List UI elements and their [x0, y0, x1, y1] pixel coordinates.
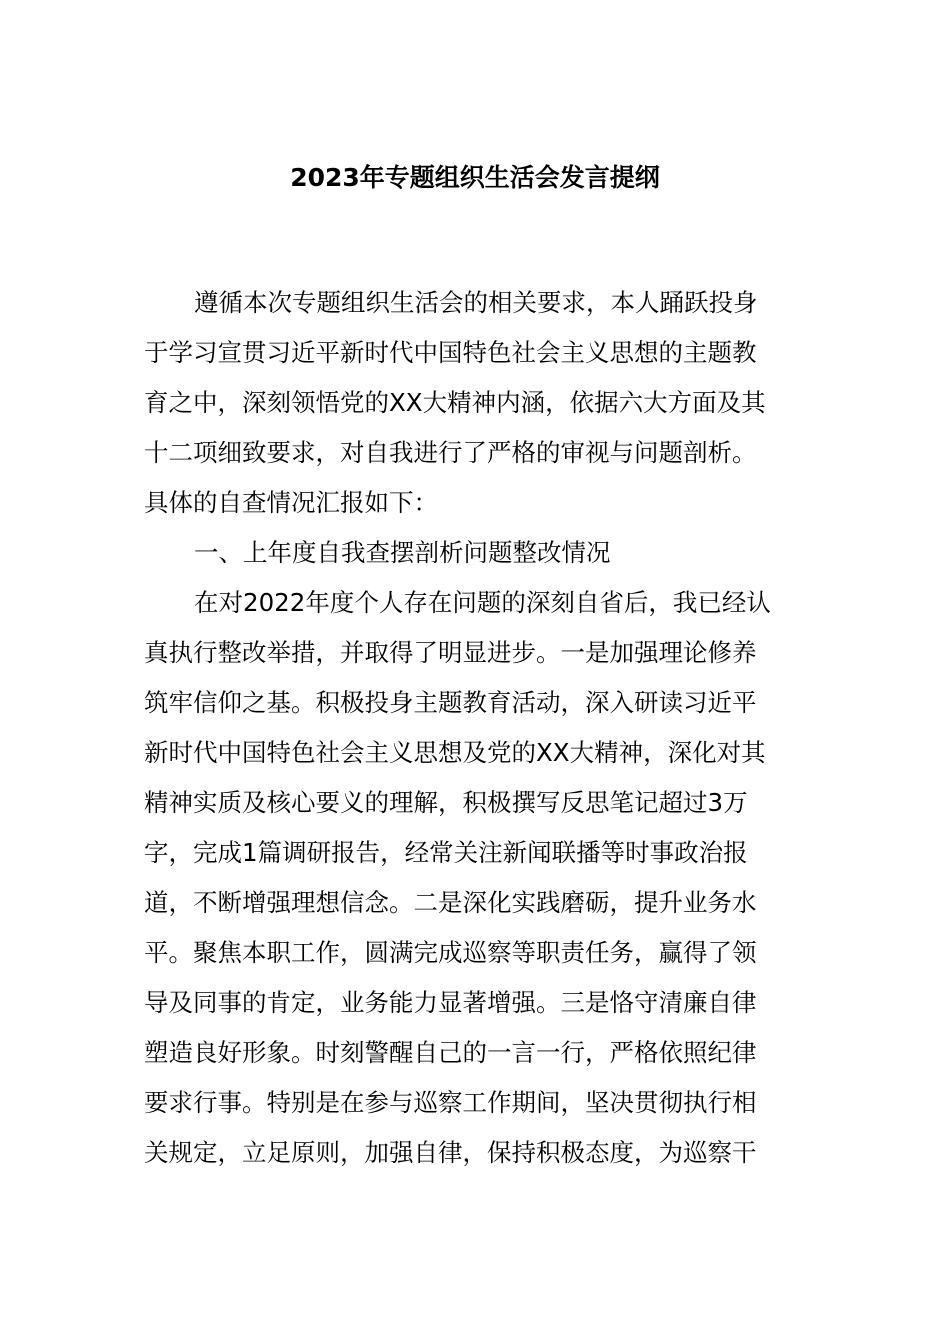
body-line: 遵循本次专题组织生活会的相关要求，本人踊跃投身	[194, 288, 758, 317]
body-line: 在对2022年度个人存在问题的深刻自省后，我已经认	[194, 588, 771, 617]
body-line: 真执行整改举措，并取得了明显进步。一是加强理论修养	[144, 638, 757, 667]
body-line: 导及同事的肯定，业务能力显著增强。三是恪守清廉自律	[144, 988, 757, 1017]
body-line: 字，完成1篇调研报告，经常关注新闻联播等时事政治报	[144, 838, 748, 867]
body-line: 新时代中国特色社会主义思想及党的XX大精神，深化对其	[144, 738, 766, 767]
body-line: 塑造良好形象。时刻警醒自己的一言一行，严格依照纪律	[144, 1038, 757, 1067]
document-title: 2023年专题组织生活会发言提纲	[290, 163, 660, 192]
body-line: 要求行事。特别是在参与巡察工作期间，坚决贯彻执行相	[144, 1088, 757, 1117]
body-line: 具体的自查情况汇报如下：	[144, 488, 438, 517]
body-line: 于学习宣贯习近平新时代中国特色社会主义思想的主题教	[144, 338, 757, 367]
body-line: 十二项细致要求，对自我进行了严格的审视与问题剖析。	[144, 438, 757, 467]
body-line: 平。聚焦本职工作，圆满完成巡察等职责任务，赢得了领	[144, 938, 757, 967]
body-line: 筑牢信仰之基。积极投身主题教育活动，深入研读习近平	[144, 688, 757, 717]
section-heading: 一、上年度自我查摆剖析问题整改情况	[194, 538, 611, 567]
body-line: 育之中，深刻领悟党的XX大精神内涵，依据六大方面及其	[144, 388, 766, 417]
body-line: 精神实质及核心要义的理解，积极撰写反思笔记超过3万	[144, 788, 748, 817]
body-line: 关规定，立足原则，加强自律，保持积极态度，为巡察干	[144, 1138, 757, 1167]
body-line: 道，不断增强理想信念。二是深化实践磨砺，提升业务水	[144, 888, 757, 917]
